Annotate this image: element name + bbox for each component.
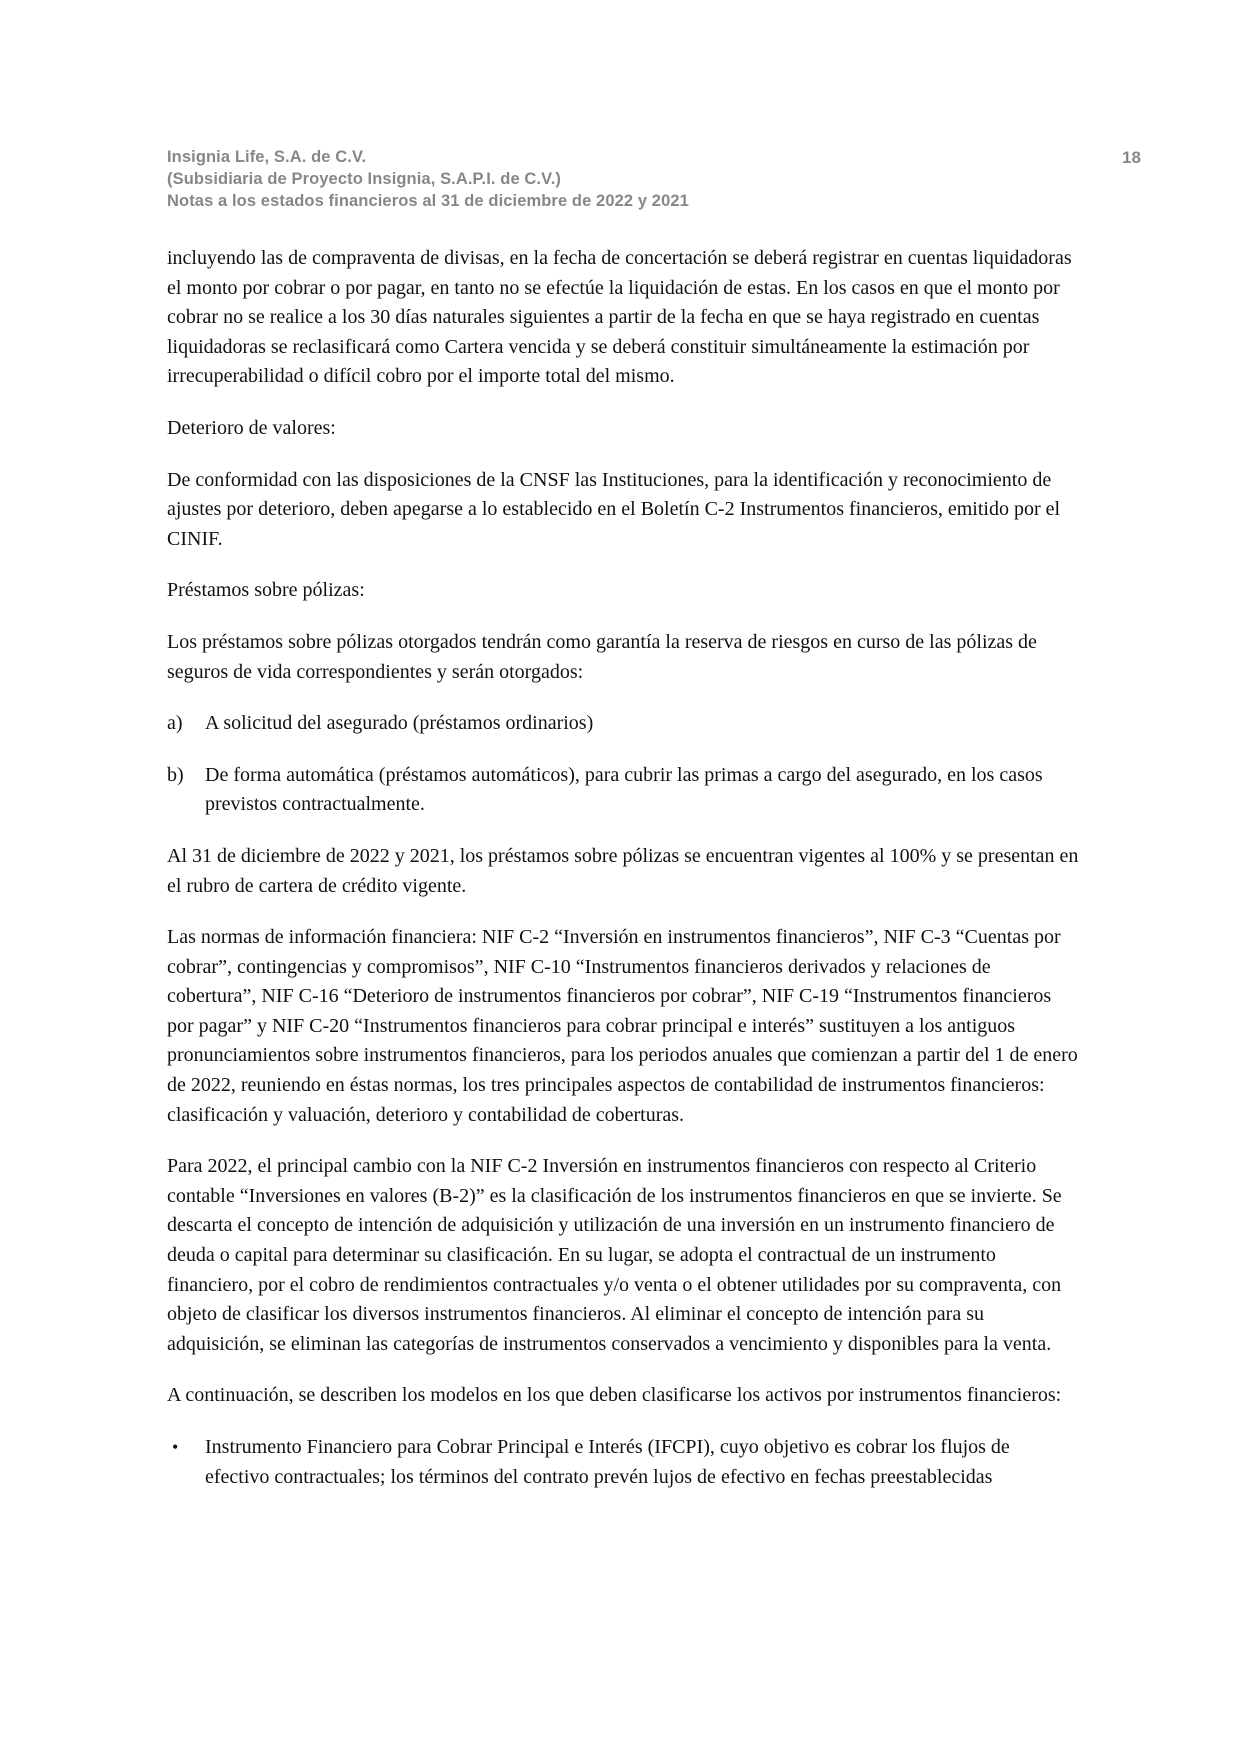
paragraph-prestamos-intro: Los préstamos sobre pólizas otorgados tendrán como garantía la reserva de riesgos en curso de las pólizas de seguros de vida correspondientes y serán otorgados:: [167, 630, 1037, 683]
list-item-a: [167, 709, 1079, 739]
paragraph-settlement: incluyendo las de compraventa de divisas, en la fecha de concertación se deberá registrar en cuentas liquidadoras el monto por cobrar o por pagar, en tanto no se efectúe la liquidación de estas. En los casos en que el monto por cobrar no se realice a los 30 días naturales siguientes a partir de la fecha en que se haya registrado en cuentas liquidadoras se reclasificará como Cartera vencida y se deberá constituir simultáneamente la estimación por irrecuperabilidad o difícil cobro por el importe total del mismo.: [167, 247, 1072, 388]
header-company: Insignia Life, S.A. de C.V.: [167, 148, 367, 166]
bullet-icon: •: [172, 1437, 179, 1457]
paragraph-cambio-2022: Para 2022, el principal cambio con la NIF C-2 Inversión en instrumentos financieros con respecto al Criterio contable “Inversiones en valores (B-2)” es la clasificación de los instrumentos financieros en que se invierte. Se descarta el concepto de intención de adquisición y utilización de una inversión en un instrumento financiero de deuda o capital para determinar su clasificación. En su lugar, se adopta el contractual de un instrumento financiero, por el cobro de rendimientos contractuales y/o venta o el obtener utilidades por su compraventa, con objeto de clasificar los diversos instrumentos financieros. Al eliminar el concepto de intención para su adquisición, se eliminan las categorías de instrumentos conservados a vencimiento y disponibles para la venta.: [167, 1155, 1062, 1355]
header-title: Notas a los estados financieros al 31 de diciembre de 2022 y 2021: [167, 192, 689, 210]
paragraph-nif-normas: Las normas de información financiera: NIF C-2 “Inversión en instrumentos financieros”, NIF C-3 “Cuentas por cobrar”, contingencias y compromisos”, NIF C-10 “Instrumentos financieros derivados y relaciones de cobertura”, NIF C-16 “Deterioro de instrumentos financieros por cobrar”, NIF C-19 “Instrumentos financieros por pagar” y NIF C-20 “Instrumentos financieros para cobrar principal e interés” sustituyen a los antiguos pronunciamientos sobre instrumentos financieros, para los periodos anuales que comienzan a partir del 1 de enero de 2022, reuniendo en éstas normas, los tres principales aspectos de contabilidad de instrumentos financieros: clasificación y valuación, deterioro y contabilidad de coberturas.: [167, 926, 1078, 1126]
list-marker-b: b): [167, 763, 184, 786]
bullet-item-ifcpi: [167, 1433, 1079, 1492]
paragraph-modelos-intro: A continuación, se describen los modelos en los que deben clasificarse los activos por instrumentos financieros:: [167, 1384, 1062, 1407]
document-body: [167, 244, 1079, 1514]
list-item-b: [167, 761, 1079, 820]
list-item-a-text: A solicitud del asegurado (préstamos ordinarios): [205, 712, 594, 735]
page-number: 18: [1122, 148, 1141, 167]
bullet-item-ifcpi-text: Instrumento Financiero para Cobrar Principal e Interés (IFCPI), cuyo objetivo es cobrar los flujos de efectivo contractuales; los términos del contrato prevén lujos de efectivo en fechas preestablecidas: [205, 1436, 1010, 1488]
list-item-b-text: De forma automática (préstamos automáticos), para cubrir las primas a cargo del asegurado, en los casos previstos contractualmente.: [205, 763, 1043, 816]
heading-deterioro-valores: Deterioro de valores:: [167, 416, 336, 439]
heading-prestamos-polizas: Préstamos sobre pólizas:: [167, 579, 365, 602]
paragraph-vigencia: Al 31 de diciembre de 2022 y 2021, los préstamos sobre pólizas se encuentran vigentes al 100% y se presentan en el rubro de cartera de crédito vigente.: [167, 844, 1079, 897]
list-marker-a: a): [167, 712, 183, 735]
header-subsidiary: (Subsidiaria de Proyecto Insignia, S.A.P.I. de C.V.): [167, 170, 561, 188]
page-header: [167, 146, 689, 212]
paragraph-cnsf: De conformidad con las disposiciones de la CNSF las Instituciones, para la identificación y reconocimiento de ajustes por deterioro, deben apegarse a lo establecido en el Boletín C-2 Instrumentos financieros, emitido por el CINIF.: [167, 468, 1061, 550]
